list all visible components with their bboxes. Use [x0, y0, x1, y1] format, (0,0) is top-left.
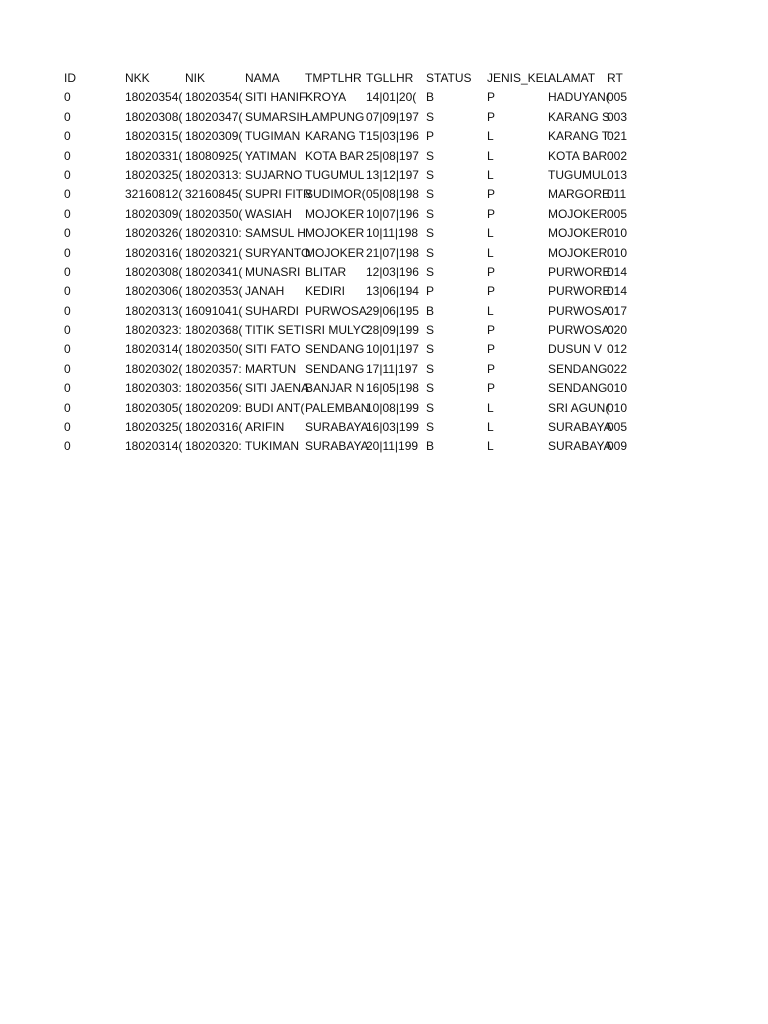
cell-nkk: 18020306(: [125, 284, 183, 299]
cell-alamat: TUGUMUL: [548, 167, 608, 182]
cell-jenis-kel: L: [487, 226, 494, 241]
cell-alamat: KARANG S: [548, 109, 611, 124]
cell-id: 0: [64, 109, 71, 124]
cell-tgllhr: 10|11|198: [366, 226, 419, 241]
cell-id: 0: [64, 264, 71, 279]
cell-tgllhr: 16|03|199: [366, 420, 419, 435]
cell-status: S: [426, 226, 435, 241]
cell-nik: 18020357:: [185, 361, 242, 376]
cell-id: 0: [64, 90, 71, 105]
cell-id: 0: [64, 284, 71, 299]
cell-nkk: 18020325(: [125, 420, 183, 435]
cell-id: 0: [64, 148, 71, 163]
cell-tgllhr: 12|03|196: [366, 264, 419, 279]
cell-tgllhr: 14|01|20(: [366, 90, 417, 105]
cell-id: 0: [64, 167, 71, 182]
cell-nik: 18020321(: [185, 245, 243, 260]
cell-rt: 020: [607, 323, 628, 338]
cell-nkk: 18020313(: [125, 303, 183, 318]
cell-id: 0: [64, 129, 71, 144]
cell-tgllhr: 13|06|194: [366, 284, 419, 299]
cell-tgllhr: 10|01|197: [366, 342, 419, 357]
cell-alamat: SURABAYA: [548, 420, 612, 435]
cell-nik: 32160845(: [185, 187, 243, 202]
cell-alamat: SENDANG: [548, 381, 608, 396]
cell-nama: MUNASRI: [245, 264, 301, 279]
header-alamat: ALAMAT: [548, 71, 596, 85]
cell-nama: ARIFIN: [245, 420, 285, 435]
cell-tmptlhr: KEDIRI: [305, 284, 346, 299]
cell-alamat: PURWOSA: [548, 323, 610, 338]
header-rt: RT: [607, 71, 623, 85]
cell-nkk: 18020323:: [125, 323, 182, 338]
cell-tmptlhr: LAMPUNG: [305, 109, 365, 124]
cell-tgllhr: 10|07|196: [366, 206, 419, 221]
cell-nkk: 18020309(: [125, 206, 183, 221]
cell-alamat: KARANG T: [548, 129, 610, 144]
cell-nkk: 18020302(: [125, 361, 183, 376]
cell-tmptlhr: PURWOSA: [305, 303, 367, 318]
cell-id: 0: [64, 303, 71, 318]
cell-nik: 18020320:: [185, 439, 242, 454]
cell-alamat: MOJOKER: [548, 206, 608, 221]
cell-nik: 18020350(: [185, 206, 243, 221]
cell-nkk: 18020314(: [125, 439, 183, 454]
cell-nkk: 18020314(: [125, 342, 183, 357]
cell-id: 0: [64, 342, 71, 357]
cell-id: 0: [64, 439, 71, 454]
cell-nama: SUPRI FITR: [245, 187, 312, 202]
cell-nkk: 18020325(: [125, 167, 183, 182]
cell-status: S: [426, 187, 435, 202]
cell-tmptlhr: SURABAYA: [305, 439, 369, 454]
cell-id: 0: [64, 400, 71, 415]
cell-tgllhr: 10|08|199: [366, 400, 419, 415]
cell-status: B: [426, 303, 435, 318]
cell-tgllhr: 15|03|196: [366, 129, 419, 144]
cell-status: S: [426, 323, 435, 338]
cell-jenis-kel: L: [487, 303, 494, 318]
cell-nkk: 18020331(: [125, 148, 183, 163]
cell-rt: 010: [607, 400, 628, 415]
cell-status: B: [426, 90, 435, 105]
cell-id: 0: [64, 245, 71, 260]
cell-nama: TUKIMAN: [245, 439, 299, 454]
cell-jenis-kel: L: [487, 439, 494, 454]
cell-rt: 002: [607, 148, 628, 163]
cell-nik: 18020313:: [185, 167, 242, 182]
cell-nama: SUMARSIH: [245, 109, 309, 124]
cell-jenis-kel: L: [487, 420, 494, 435]
cell-nama: SITI JAENA: [245, 381, 310, 396]
header-nkk: NKK: [125, 71, 150, 85]
cell-tgllhr: 20|11|199: [366, 439, 419, 454]
cell-alamat: PURWORE: [548, 284, 611, 299]
cell-status: B: [426, 439, 435, 454]
cell-tgllhr: 16|05|198: [366, 381, 419, 396]
cell-nik: 18020310:: [185, 226, 242, 241]
cell-alamat: HADUYAN(: [548, 90, 610, 105]
header-id: ID: [64, 71, 76, 85]
cell-nik: 18020341(: [185, 264, 243, 279]
header-tmptlhr: TMPTLHR: [305, 71, 362, 85]
cell-status: P: [426, 284, 435, 299]
cell-tmptlhr: SENDANG: [305, 342, 365, 357]
cell-jenis-kel: L: [487, 148, 494, 163]
cell-status: S: [426, 361, 435, 376]
cell-status: S: [426, 245, 435, 260]
cell-alamat: MOJOKER: [548, 226, 608, 241]
cell-tmptlhr: SRI MULYC: [305, 323, 370, 338]
cell-status: S: [426, 400, 435, 415]
cell-status: S: [426, 148, 435, 163]
cell-alamat: PURWOSA: [548, 303, 610, 318]
cell-rt: 013: [607, 167, 628, 182]
cell-tgllhr: 25|08|197: [366, 148, 419, 163]
cell-tmptlhr: SENDANG: [305, 361, 365, 376]
cell-nik: 18020209:: [185, 400, 242, 415]
cell-tgllhr: 29|06|195: [366, 303, 419, 318]
cell-nama: BUDI ANT(: [245, 400, 305, 415]
cell-rt: 010: [607, 226, 628, 241]
cell-nkk: 18020326(: [125, 226, 183, 241]
cell-status: S: [426, 342, 435, 357]
cell-nama: SUJARNO: [245, 167, 303, 182]
cell-alamat: KOTA BAR: [548, 148, 608, 163]
cell-nik: 16091041(: [185, 303, 243, 318]
cell-status: S: [426, 206, 435, 221]
cell-rt: 022: [607, 361, 628, 376]
cell-rt: 014: [607, 284, 628, 299]
cell-rt: 005: [607, 90, 628, 105]
cell-status: P: [426, 129, 435, 144]
cell-nik: 18020347(: [185, 109, 243, 124]
cell-id: 0: [64, 361, 71, 376]
cell-rt: 014: [607, 264, 628, 279]
cell-jenis-kel: P: [487, 264, 496, 279]
cell-tmptlhr: MOJOKER: [305, 226, 365, 241]
cell-rt: 017: [607, 303, 628, 318]
cell-tmptlhr: MOJOKER: [305, 206, 365, 221]
cell-jenis-kel: L: [487, 400, 494, 415]
cell-jenis-kel: L: [487, 129, 494, 144]
cell-id: 0: [64, 226, 71, 241]
cell-status: S: [426, 264, 435, 279]
cell-jenis-kel: P: [487, 109, 496, 124]
cell-nkk: 18020315(: [125, 129, 183, 144]
cell-jenis-kel: P: [487, 361, 496, 376]
cell-nama: SITI FATO: [245, 342, 301, 357]
cell-alamat: SURABAYA: [548, 439, 612, 454]
cell-nkk: 18020316(: [125, 245, 183, 260]
cell-nama: SUHARDI: [245, 303, 300, 318]
cell-alamat: SRI AGUN(: [548, 400, 610, 415]
cell-tmptlhr: SURABAYA: [305, 420, 369, 435]
header-jenis-kel: JENIS_KEL: [487, 71, 551, 85]
header-nik: NIK: [185, 71, 206, 85]
cell-jenis-kel: P: [487, 381, 496, 396]
cell-jenis-kel: L: [487, 245, 494, 260]
cell-nama: JANAH: [245, 284, 285, 299]
cell-nkk: 18020303:: [125, 381, 182, 396]
cell-tgllhr: 28|09|199: [366, 323, 419, 338]
cell-jenis-kel: P: [487, 187, 496, 202]
cell-tmptlhr: KARANG T: [305, 129, 367, 144]
cell-jenis-kel: L: [487, 167, 494, 182]
cell-tmptlhr: BLITAR: [305, 264, 347, 279]
cell-alamat: MOJOKER: [548, 245, 608, 260]
cell-tmptlhr: MOJOKER: [305, 245, 365, 260]
cell-nik: 18020368(: [185, 323, 243, 338]
cell-nkk: 18020308(: [125, 109, 183, 124]
cell-rt: 010: [607, 381, 628, 396]
cell-tmptlhr: KOTA BAR: [305, 148, 365, 163]
cell-jenis-kel: P: [487, 90, 496, 105]
cell-rt: 011: [607, 187, 627, 202]
cell-nik: 18020350(: [185, 342, 243, 357]
cell-nama: SURYANTO: [245, 245, 311, 260]
cell-rt: 003: [607, 109, 628, 124]
cell-jenis-kel: P: [487, 284, 496, 299]
cell-nama: TUGIMAN: [245, 129, 301, 144]
cell-nik: 18020354(: [185, 90, 243, 105]
cell-rt: 010: [607, 245, 628, 260]
cell-nkk: 18020305(: [125, 400, 183, 415]
cell-tmptlhr: SUDIMOR(: [305, 187, 366, 202]
cell-tgllhr: 21|07|198: [366, 245, 419, 260]
cell-nama: SAMSUL H: [245, 226, 306, 241]
cell-status: S: [426, 167, 435, 182]
cell-tgllhr: 05|08|198: [366, 187, 419, 202]
cell-nama: SITI HANIF: [245, 90, 307, 105]
cell-jenis-kel: P: [487, 323, 496, 338]
cell-id: 0: [64, 381, 71, 396]
cell-nik: 18080925(: [185, 148, 243, 163]
cell-rt: 005: [607, 206, 628, 221]
cell-nkk: 18020308(: [125, 264, 183, 279]
cell-jenis-kel: P: [487, 206, 496, 221]
cell-rt: 009: [607, 439, 628, 454]
cell-tmptlhr: PALEMBAN: [305, 400, 370, 415]
header-status: STATUS: [426, 71, 472, 85]
cell-nama: WASIAH: [245, 206, 292, 221]
cell-status: S: [426, 420, 435, 435]
cell-tgllhr: 13|12|197: [366, 167, 419, 182]
cell-alamat: DUSUN V: [548, 342, 603, 357]
cell-alamat: SENDANG: [548, 361, 608, 376]
cell-id: 0: [64, 323, 71, 338]
header-nama: NAMA: [245, 71, 280, 85]
cell-rt: 021: [607, 129, 628, 144]
cell-nik: 18020353(: [185, 284, 243, 299]
cell-id: 0: [64, 420, 71, 435]
cell-id: 0: [64, 206, 71, 221]
cell-nik: 18020356(: [185, 381, 243, 396]
cell-nama: MARTUN: [245, 361, 297, 376]
cell-status: S: [426, 381, 435, 396]
cell-id: 0: [64, 187, 71, 202]
cell-rt: 005: [607, 420, 628, 435]
cell-status: S: [426, 109, 435, 124]
cell-nik: 18020309(: [185, 129, 243, 144]
cell-alamat: MARGORE: [548, 187, 611, 202]
cell-tmptlhr: TUGUMUL: [305, 167, 365, 182]
cell-jenis-kel: P: [487, 342, 496, 357]
cell-nkk: 32160812(: [125, 187, 183, 202]
cell-tmptlhr: BANJAR N: [305, 381, 365, 396]
cell-nama: YATIMAN: [245, 148, 297, 163]
cell-alamat: PURWORE: [548, 264, 611, 279]
cell-tgllhr: 17|11|197: [366, 361, 419, 376]
cell-nama: TITIK SETI: [245, 323, 305, 338]
cell-tgllhr: 07|09|197: [366, 109, 419, 124]
cell-rt: 012: [607, 342, 628, 357]
cell-tmptlhr: KROYA: [305, 90, 347, 105]
header-tgllhr: TGLLHR: [366, 71, 414, 85]
cell-nkk: 18020354(: [125, 90, 183, 105]
cell-nik: 18020316(: [185, 420, 243, 435]
